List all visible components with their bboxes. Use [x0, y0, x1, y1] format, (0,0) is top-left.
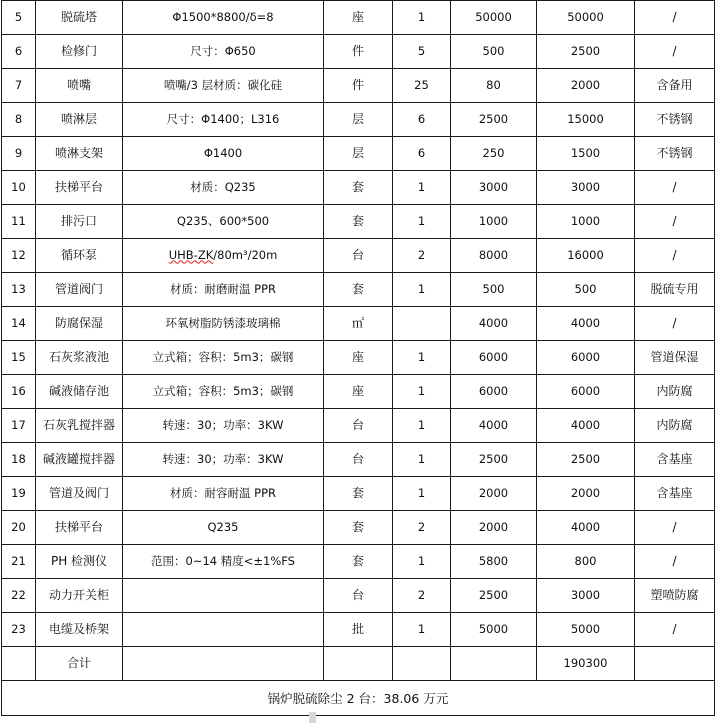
- item-qty: 6: [393, 137, 451, 171]
- item-no: 23: [2, 613, 36, 647]
- item-qty: 1: [393, 375, 451, 409]
- table-row: [2, 443, 715, 477]
- item-no: 16: [2, 375, 36, 409]
- item-unit-price: 5000: [451, 613, 537, 647]
- item-no: 18: [2, 443, 36, 477]
- item-note: 脱硫专用: [635, 273, 715, 307]
- item-note: 含备用: [635, 69, 715, 103]
- item-amount: 3000: [537, 171, 635, 205]
- item-no: 19: [2, 477, 36, 511]
- item-name: 管道阀门: [36, 273, 123, 307]
- item-note: /: [635, 239, 715, 273]
- total-label: 合计: [36, 647, 123, 681]
- item-unit-price: 4000: [451, 307, 537, 341]
- table-row: [2, 579, 715, 613]
- item-no: 11: [2, 205, 36, 239]
- item-note: /: [635, 613, 715, 647]
- item-amount: 2500: [537, 35, 635, 69]
- table-row: [2, 409, 715, 443]
- item-unit: 套: [324, 273, 393, 307]
- item-no: 20: [2, 511, 36, 545]
- item-unit-price: 500: [451, 35, 537, 69]
- item-spec: 材质：Q235: [123, 171, 324, 205]
- item-unit: ㎡: [324, 307, 393, 341]
- item-spec: Φ1400: [123, 137, 324, 171]
- item-unit-price: 4000: [451, 409, 537, 443]
- item-name: 石灰浆液池: [36, 341, 123, 375]
- item-qty: 1: [393, 613, 451, 647]
- item-unit: 层: [324, 137, 393, 171]
- item-name: 循环泵: [36, 239, 123, 273]
- item-spec: 环氧树脂防锈漆玻璃棉: [123, 307, 324, 341]
- item-no: 9: [2, 137, 36, 171]
- item-qty: 1: [393, 273, 451, 307]
- item-name: 喷淋支架: [36, 137, 123, 171]
- page-break-marker: [309, 712, 316, 723]
- item-qty: 1: [393, 409, 451, 443]
- item-unit: 座: [324, 1, 393, 35]
- item-spec: Q235、600*500: [123, 205, 324, 239]
- item-no: 6: [2, 35, 36, 69]
- item-name: 喷嘴: [36, 69, 123, 103]
- item-qty: 1: [393, 1, 451, 35]
- item-spec: 立式箱；容积：5m3；碳钢: [123, 341, 324, 375]
- table-row: [2, 137, 715, 171]
- item-note: 不锈钢: [635, 103, 715, 137]
- item-unit-price: 6000: [451, 341, 537, 375]
- table-row: [2, 477, 715, 511]
- item-amount: 6000: [537, 375, 635, 409]
- item-spec: [123, 239, 324, 273]
- table-row: [2, 511, 715, 545]
- item-name: 动力开关柜: [36, 579, 123, 613]
- total-row: [2, 647, 715, 681]
- item-qty: 1: [393, 443, 451, 477]
- item-note: /: [635, 205, 715, 239]
- summary-row: [2, 681, 715, 716]
- item-note: 不锈钢: [635, 137, 715, 171]
- item-unit-price: 2000: [451, 511, 537, 545]
- item-spec: [123, 579, 324, 613]
- item-qty: [393, 307, 451, 341]
- item-amount: 16000: [537, 239, 635, 273]
- item-amount: 5000: [537, 613, 635, 647]
- item-name: 电缆及桥架: [36, 613, 123, 647]
- item-amount: 800: [537, 545, 635, 579]
- item-qty: 1: [393, 477, 451, 511]
- item-unit: 座: [324, 341, 393, 375]
- item-unit: 台: [324, 239, 393, 273]
- item-note: /: [635, 511, 715, 545]
- item-amount: 4000: [537, 307, 635, 341]
- item-unit: 件: [324, 35, 393, 69]
- table-body: [2, 1, 715, 647]
- table-row: [2, 613, 715, 647]
- item-unit: 套: [324, 511, 393, 545]
- item-name: 防腐保湿: [36, 307, 123, 341]
- item-unit-price: 50000: [451, 1, 537, 35]
- item-spec-model: UHB-ZK: [168, 247, 214, 262]
- item-no: 12: [2, 239, 36, 273]
- item-amount: 4000: [537, 409, 635, 443]
- item-qty: 1: [393, 341, 451, 375]
- item-unit-price: 2500: [451, 443, 537, 477]
- table-row: [2, 239, 715, 273]
- table-row: [2, 35, 715, 69]
- item-no: 22: [2, 579, 36, 613]
- item-spec-rest: /80m³/20m: [213, 247, 278, 262]
- item-note: /: [635, 307, 715, 341]
- item-name: 碱液储存池: [36, 375, 123, 409]
- total-no-cell: [2, 647, 36, 681]
- item-amount: 3000: [537, 579, 635, 613]
- item-unit-price: 3000: [451, 171, 537, 205]
- item-note: 含基座: [635, 477, 715, 511]
- item-spec: 立式箱；容积：5m3；碳钢: [123, 375, 324, 409]
- item-qty: 1: [393, 171, 451, 205]
- item-unit-price: 1000: [451, 205, 537, 239]
- equipment-cost-sheet: [1, 0, 715, 716]
- table-row: [2, 375, 715, 409]
- table-row: [2, 341, 715, 375]
- item-qty: 1: [393, 545, 451, 579]
- item-amount: 4000: [537, 511, 635, 545]
- item-qty: 5: [393, 35, 451, 69]
- item-name: 扶梯平台: [36, 171, 123, 205]
- item-note: /: [635, 545, 715, 579]
- table-row: [2, 205, 715, 239]
- item-no: 21: [2, 545, 36, 579]
- item-no: 5: [2, 1, 36, 35]
- item-note: /: [635, 35, 715, 69]
- item-qty: 2: [393, 511, 451, 545]
- item-unit-price: 80: [451, 69, 537, 103]
- item-unit: 层: [324, 103, 393, 137]
- item-unit-price: 8000: [451, 239, 537, 273]
- item-name: 喷淋层: [36, 103, 123, 137]
- equipment-table: [1, 0, 715, 716]
- item-no: 13: [2, 273, 36, 307]
- item-name: PH 检测仪: [36, 545, 123, 579]
- item-unit: 座: [324, 375, 393, 409]
- item-amount: 500: [537, 273, 635, 307]
- item-no: 15: [2, 341, 36, 375]
- item-amount: 1500: [537, 137, 635, 171]
- item-unit-price: 6000: [451, 375, 537, 409]
- item-amount: 2000: [537, 477, 635, 511]
- item-qty: 25: [393, 69, 451, 103]
- item-note: /: [635, 1, 715, 35]
- item-spec: [123, 613, 324, 647]
- item-name: 管道及阀门: [36, 477, 123, 511]
- item-spec: 材质：耐容耐温 PPR: [123, 477, 324, 511]
- table-row: [2, 307, 715, 341]
- item-name: 碱液罐搅拌器: [36, 443, 123, 477]
- item-note: 内防腐: [635, 375, 715, 409]
- item-amount: 1000: [537, 205, 635, 239]
- item-name: 扶梯平台: [36, 511, 123, 545]
- total-amount: 190300: [537, 647, 635, 681]
- table-row: [2, 545, 715, 579]
- item-qty: 2: [393, 239, 451, 273]
- item-note: 塑喷防腐: [635, 579, 715, 613]
- summary-text: 锅炉脱硫除尘 2 台：38.06 万元: [2, 681, 715, 716]
- item-name: 排污口: [36, 205, 123, 239]
- item-unit: 台: [324, 579, 393, 613]
- item-name: 石灰乳搅拌器: [36, 409, 123, 443]
- item-unit: 套: [324, 545, 393, 579]
- table-row: [2, 69, 715, 103]
- table-row: [2, 273, 715, 307]
- item-note: 内防腐: [635, 409, 715, 443]
- item-unit: 批: [324, 613, 393, 647]
- item-amount: 2500: [537, 443, 635, 477]
- item-amount: 15000: [537, 103, 635, 137]
- item-spec: 范围：0~14 精度<±1%FS: [123, 545, 324, 579]
- item-spec: Φ1500*8800/δ=8: [123, 1, 324, 35]
- item-unit-price: 2500: [451, 103, 537, 137]
- item-qty: 2: [393, 579, 451, 613]
- item-note: /: [635, 171, 715, 205]
- item-no: 10: [2, 171, 36, 205]
- item-spec: 尺寸：Φ1400；L316: [123, 103, 324, 137]
- item-unit: 套: [324, 477, 393, 511]
- table-row: [2, 1, 715, 35]
- item-unit: 套: [324, 205, 393, 239]
- item-unit: 台: [324, 443, 393, 477]
- item-qty: 1: [393, 205, 451, 239]
- table-row: [2, 103, 715, 137]
- item-unit-price: 2500: [451, 579, 537, 613]
- item-no: 17: [2, 409, 36, 443]
- item-spec: 尺寸：Φ650: [123, 35, 324, 69]
- item-no: 14: [2, 307, 36, 341]
- item-spec: 材质：耐磨耐温 PPR: [123, 273, 324, 307]
- item-unit-price: 250: [451, 137, 537, 171]
- item-no: 8: [2, 103, 36, 137]
- item-spec: 转速：30；功率：3KW: [123, 409, 324, 443]
- item-spec: Q235: [123, 511, 324, 545]
- table-row: [2, 171, 715, 205]
- item-no: 7: [2, 69, 36, 103]
- item-name: 脱硫塔: [36, 1, 123, 35]
- item-qty: 6: [393, 103, 451, 137]
- item-note: 管道保湿: [635, 341, 715, 375]
- item-amount: 50000: [537, 1, 635, 35]
- item-unit-price: 2000: [451, 477, 537, 511]
- item-unit: 台: [324, 409, 393, 443]
- item-note: 含基座: [635, 443, 715, 477]
- item-unit-price: 500: [451, 273, 537, 307]
- item-amount: 6000: [537, 341, 635, 375]
- item-amount: 2000: [537, 69, 635, 103]
- item-unit: 件: [324, 69, 393, 103]
- item-spec: 转速：30；功率：3KW: [123, 443, 324, 477]
- item-name: 检修门: [36, 35, 123, 69]
- item-unit: 套: [324, 171, 393, 205]
- item-unit-price: 5800: [451, 545, 537, 579]
- item-spec: 喷嘴/3 层材质：碳化硅: [123, 69, 324, 103]
